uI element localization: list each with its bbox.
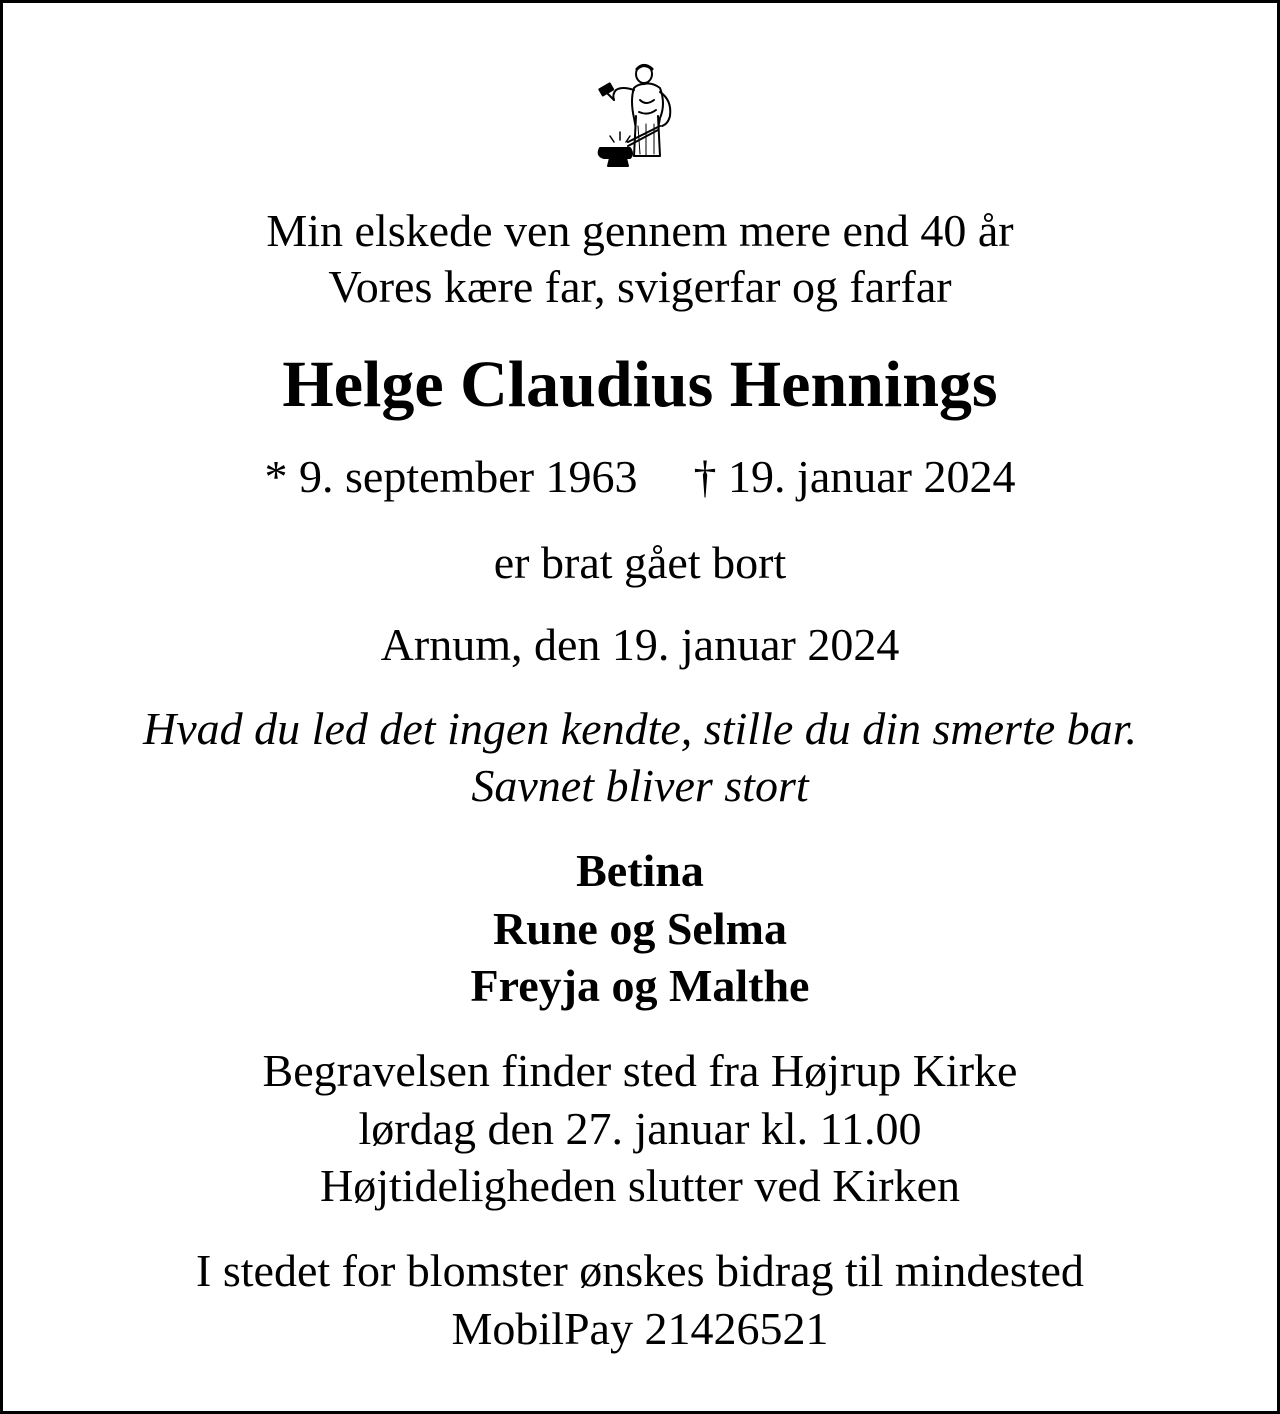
death-date: 19. januar 2024 bbox=[728, 451, 1016, 502]
intro-line-1: Min elskede ven gennem mere end 40 år bbox=[266, 205, 1014, 256]
birth-date: 9. september 1963 bbox=[299, 451, 638, 502]
funeral-line-2: lørdag den 27. januar kl. 11.00 bbox=[358, 1103, 922, 1154]
mourner-3: Freyja og Malthe bbox=[470, 960, 810, 1011]
funeral-line-3: Højtideligheden slutter ved Kirken bbox=[319, 1160, 960, 1211]
donation-line-1: I stedet for blomster ønskes bidrag til mindested bbox=[196, 1245, 1084, 1296]
funeral-line-1: Begravelsen finder sted fra Højrup Kirke bbox=[262, 1045, 1018, 1096]
mourner-1: Betina bbox=[576, 845, 704, 896]
birth-symbol: * bbox=[264, 451, 288, 502]
donation-line-2: MobilPay 21426521 bbox=[451, 1303, 829, 1354]
intro-line-2: Vores kære far, svigerfar og farfar bbox=[328, 261, 952, 312]
quote-line-1: Hvad du led det ingen kendte, stille du din smerte bar. bbox=[143, 703, 1137, 754]
mourner-2: Rune og Selma bbox=[493, 903, 787, 954]
blacksmith-at-anvil-icon bbox=[594, 60, 690, 168]
quote-line-2: Savnet bliver stort bbox=[471, 760, 809, 811]
life-dates bbox=[0, 451, 1280, 502]
deceased-name: Helge Claudius Hennings bbox=[282, 348, 998, 421]
passed-away-text: er brat gået bort bbox=[493, 537, 787, 588]
place-date: Arnum, den 19. januar 2024 bbox=[380, 619, 900, 670]
death-cross-icon: † bbox=[693, 451, 717, 502]
